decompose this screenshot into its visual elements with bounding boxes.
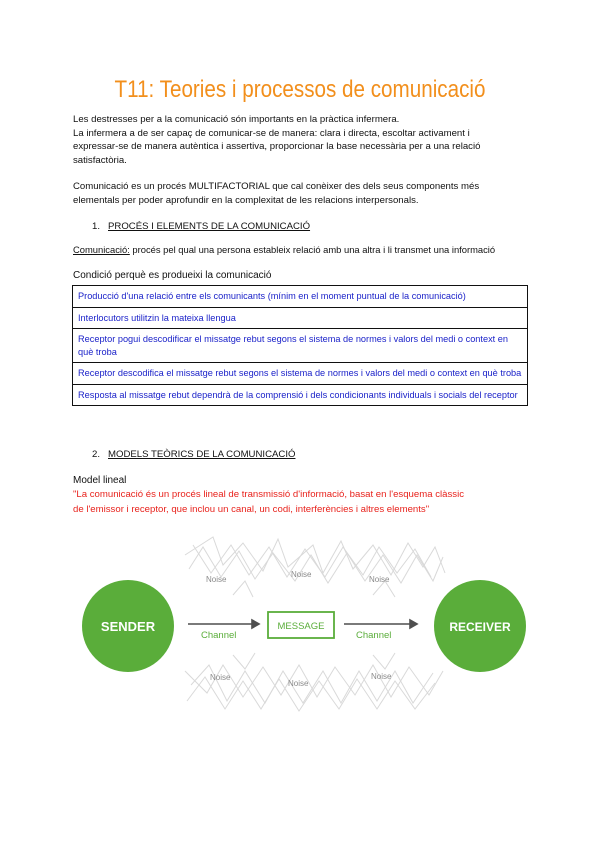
table-cell: Receptor pogui descodificar el missatge rebut segons el sistema de normes i valors del medi o context en què troba xyxy=(73,329,528,363)
channel-label-left: Channel xyxy=(201,630,237,641)
linear-model-diagram xyxy=(73,525,528,717)
intro-line: La infermera a de ser capaç de comunicar-se de manera: clara i directa, escoltar activament i xyxy=(73,127,470,139)
noise-label: Noise xyxy=(371,672,392,681)
definition-text: procés pel qual una persona estableix relació amb una altra i li transmet una informació xyxy=(129,244,496,255)
table-cell: Resposta al missatge rebut dependrà de la comprensió i dels condicionants individuals i socials del receptor xyxy=(73,384,528,406)
table-row xyxy=(73,329,528,363)
section-2-heading xyxy=(92,449,295,460)
table-cell: Interlocutors utilitzin la mateixa llengua xyxy=(73,307,528,329)
message-label: MESSAGE xyxy=(277,621,325,632)
table-row xyxy=(73,307,528,329)
receiver-label: RECEIVER xyxy=(449,620,511,634)
intro-line: Les destresses per a la comunicació són importants en la pràctica infermera. xyxy=(73,114,400,125)
noise-label: Noise xyxy=(291,570,312,579)
conditions-table xyxy=(72,285,528,406)
quote-line: "La comunicació és un procés lineal de transmissió d'informació, basat en l'esquema clàssic xyxy=(73,489,465,500)
table-row xyxy=(73,363,528,385)
multifactorial-line: elementals per poder aprofundir en la complexitat de les relacions interpersonals. xyxy=(73,194,419,206)
definition-label: Comunicació: xyxy=(73,244,130,255)
table-cell: Receptor descodifica el missatge rebut segons el sistema de normes i valors del medi o context en què troba xyxy=(73,363,528,385)
noise-label: Noise xyxy=(369,575,390,584)
communication-definition xyxy=(73,244,495,255)
section-1-heading xyxy=(92,221,310,232)
model-quote xyxy=(73,488,533,517)
multifactorial-paragraph xyxy=(73,180,533,207)
conditions-title: Condició perquè es produeixi la comunicació xyxy=(73,270,272,281)
table-cell: Producció d'una relació entre els comunicants (mínim en el moment puntual de la comunicació) xyxy=(73,286,528,308)
noise-label: Noise xyxy=(288,679,309,688)
channel-label-right: Channel xyxy=(356,630,392,641)
section-title: PROCÉS I ELEMENTS DE LA COMUNICACIÓ xyxy=(108,221,311,232)
intro-paragraph xyxy=(73,113,533,167)
diagram-svg xyxy=(73,525,528,717)
section-number: 2. xyxy=(92,449,101,460)
table-row xyxy=(73,384,528,406)
multifactorial-line: Comunicació es un procés MULTIFACTORIAL que cal conèixer des dels seus components més xyxy=(73,181,480,192)
arrow-head-icon xyxy=(410,620,417,628)
sender-label: SENDER xyxy=(100,619,156,634)
quote-line: de l'emissor i receptor, que inclou un canal, un codi, interferències i altres elements" xyxy=(73,503,430,515)
noise-label: Noise xyxy=(206,575,227,584)
intro-line: expressar-se de manera autèntica i assertiva, proporcionar la base necessària per a una relació xyxy=(73,141,481,153)
intro-line: satisfactòria. xyxy=(73,154,127,166)
page-title: T11: Teories i processos de comunicació xyxy=(114,76,486,103)
section-title: MODELS TEÒRICS DE LA COMUNICACIÓ xyxy=(108,449,296,460)
arrow-head-icon xyxy=(252,620,259,628)
section-number: 1. xyxy=(92,221,101,232)
table-row xyxy=(73,286,528,308)
model-title: Model lineal xyxy=(73,475,127,486)
noise-label: Noise xyxy=(210,673,231,682)
